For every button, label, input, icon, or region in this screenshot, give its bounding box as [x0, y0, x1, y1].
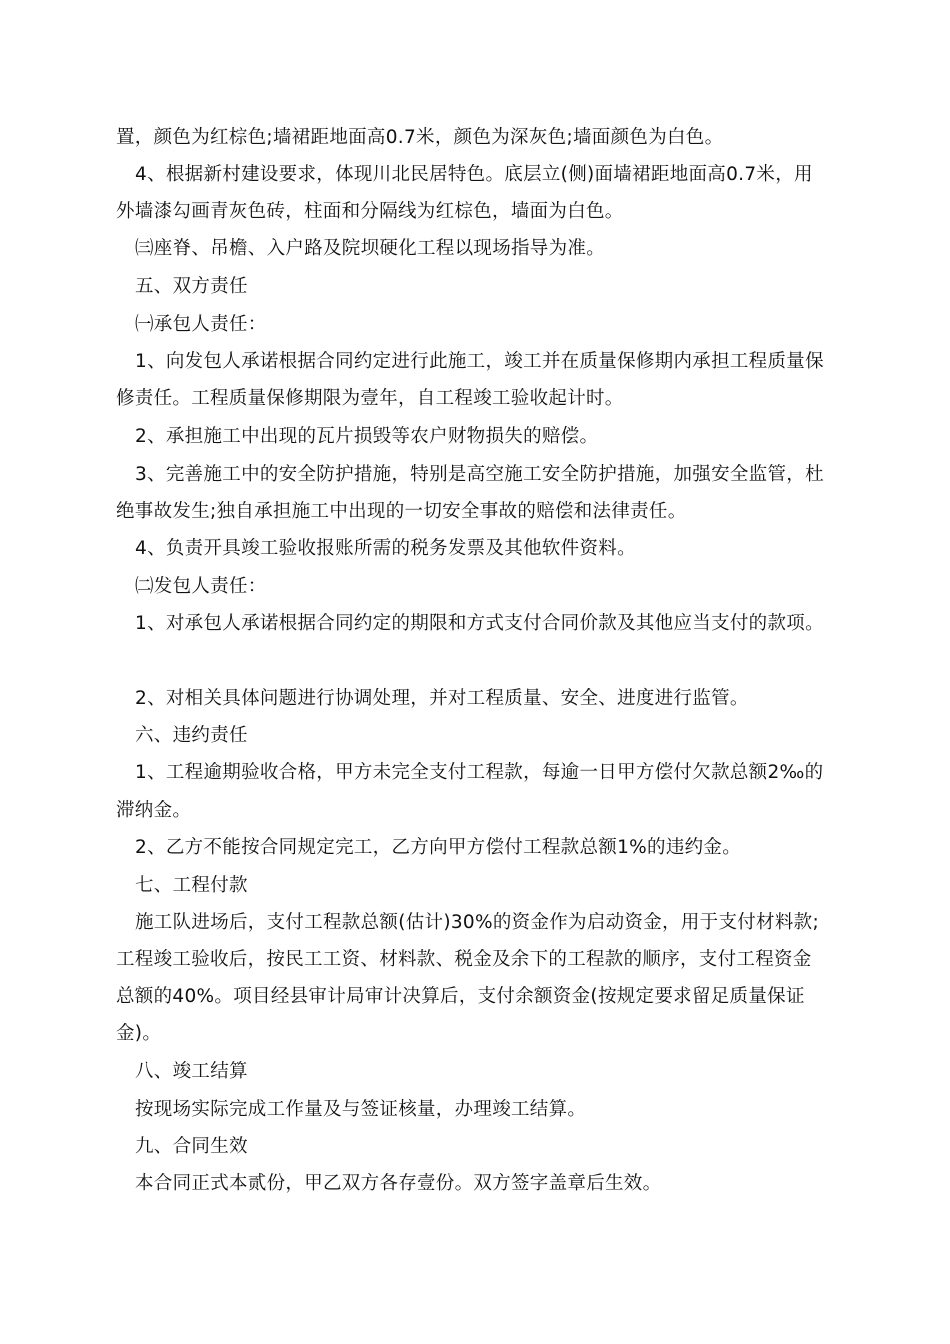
- paragraph-line: 绝事故发生;独自承担施工中出现的一切安全事故的赔偿和法律责任。: [116, 501, 687, 522]
- paragraph-line: 本合同正式本贰份，甲乙双方各存壹份。双方签字盖章后生效。: [135, 1173, 662, 1194]
- paragraph-line: 外墙漆勾画青灰色砖，柱面和分隔线为红棕色，墙面为白色。: [116, 201, 624, 222]
- paragraph-line: 4、负责开具竣工验收报账所需的税务发票及其他软件资料。: [135, 538, 636, 559]
- paragraph-line: 2、乙方不能按合同规定完工，乙方向甲方偿付工程款总额1%的违约金。: [135, 837, 742, 858]
- subsection-heading: ㈡发包人责任：: [135, 576, 267, 597]
- paragraph-line: 施工队进场后，支付工程款总额(估计)30%的资金作为启动资金，用于支付材料款;: [135, 912, 819, 933]
- paragraph-line: 总额的40%。项目经县审计局审计决算后，支付余额资金(按规定要求留足质量保证: [116, 986, 805, 1007]
- paragraph-line: 按现场实际完成工作量及与签证核量，办理竣工结算。: [135, 1099, 587, 1120]
- paragraph-line: 1、对承包人承诺根据合同约定的期限和方式支付合同价款及其他应当支付的款项。: [135, 613, 824, 634]
- paragraph-line: 工程竣工验收后，按民工工资、材料款、税金及余下的工程款的顺序，支付工程资金: [116, 949, 812, 970]
- paragraph-line: 4、根据新村建设要求，体现川北民居特色。底层立(侧)面墙裙距地面高0.7米，用: [135, 164, 813, 185]
- paragraph-line: 金)。: [116, 1023, 162, 1044]
- subsection-heading: ㈠承包人责任：: [135, 314, 267, 335]
- paragraph-line: 滞纳金。: [116, 800, 192, 821]
- paragraph-line: 1、工程逾期验收合格，甲方未完全支付工程款，每逾一日甲方偿付欠款总额2‰的: [135, 762, 824, 783]
- section-heading: 九、合同生效: [135, 1136, 248, 1157]
- paragraph-line: 3、完善施工中的安全防护措施，特别是高空施工安全防护措施，加强安全监管，杜: [135, 464, 824, 485]
- section-heading: 七、工程付款: [135, 875, 248, 896]
- section-heading: 五、双方责任: [135, 276, 248, 297]
- paragraph-line: ㈢座脊、吊檐、入户路及院坝硬化工程以现场指导为准。: [135, 238, 606, 259]
- section-heading: 六、违约责任: [135, 725, 248, 746]
- paragraph-line: 2、对相关具体问题进行协调处理，并对工程质量、安全、进度进行监管。: [135, 688, 749, 709]
- section-heading: 八、竣工结算: [135, 1061, 248, 1082]
- paragraph-line: 1、向发包人承诺根据合同约定进行此施工，竣工并在质量保修期内承担工程质量保: [135, 351, 824, 372]
- paragraph-line: 置，颜色为红棕色;墙裙距地面高0.7米，颜色为深灰色;墙面颜色为白色。: [116, 127, 724, 148]
- paragraph-line: 2、承担施工中出现的瓦片损毁等农户财物损失的赔偿。: [135, 426, 599, 447]
- paragraph-line: 修责任。工程质量保修期限为壹年，自工程竣工验收起计时。: [116, 388, 624, 409]
